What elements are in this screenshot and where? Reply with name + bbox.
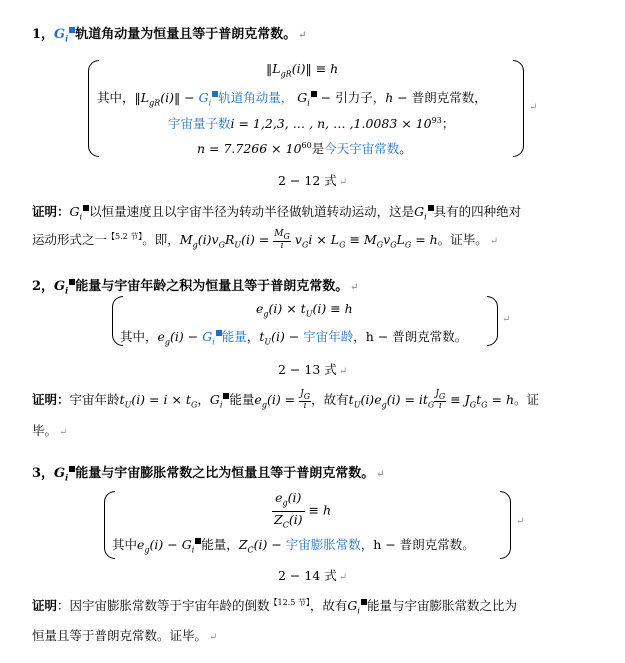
section1-heading: 1，$G_i$ 轨道角动量为恒量且等于普朗克常数。 ↵ (32, 27, 307, 44)
section2-proof-line2: 毕。 ↵ (32, 423, 68, 438)
section1-proof-line1: 证明：$G_i$ 以恒量速度且以宇宙半径为转动半径做轨道转动运动，这是$G_i$ 具有的四种绝对 (32, 204, 522, 222)
right-brace (500, 491, 511, 559)
eq-2-12-line3: 宇宙量子数i = 1,2,3, … , n, … $,1.0083 \times 10^{93}$； (168, 115, 455, 131)
section3-proof-line1: 证明：因宇宙膨胀常数等于宇宙年龄的倒数$^{【12.5 节】}$，故有$G_i$ 能量与宇宙膨胀常数之比为 (32, 597, 517, 616)
eq-2-12-line1: $‖L_{gR}(i)‖ \equiv h$ (266, 61, 339, 79)
section1-proof-line2: 运动形式之一$^{【5.2 节】}$。即，$M_g(i)v_GR_U(i)$ = $\frac{M_G}{i}$ $v_Gi \times L_G \equiv M_Gv_GL_G = h$。证毕。 ↵ (32, 229, 499, 251)
section2-proof-line1: 证明：宇宙年龄$t_U(i) = i \times t_G$，$G_i$ 能量$e_g(i)$ = $\frac{J_G}{i}$ ，故有$t_U(i)e_g(i) = it_G$ $\frac{J_G}{i}$ ≡ $J_Gt_G = h$。证 (32, 389, 540, 411)
eq-number-2-13: 2 − 13 式 ↵ (278, 362, 348, 377)
section3-proof-line2: 恒量且等于普朗克常数。证毕。 ↵ (32, 628, 218, 643)
eq-2-12-line4: $n = 7.7266 \times 10^{60}$是今天宇宙常数。 (197, 140, 412, 156)
section3-heading: 3，$G_i$ 能量与宇宙膨胀常数之比为恒量且等于普朗克常数。 ↵ (32, 466, 385, 483)
eq-2-13-line2: 其中，$e_g(i) - G_i$ 能量，$t_U(i)$ − 宇宙年龄，h − 普朗克常数。 (120, 329, 468, 347)
eq-number-2-12: 2 − 12 式 ↵ (278, 173, 348, 188)
eq-number-2-14: 2 − 14 式 ↵ (278, 568, 348, 583)
eq-2-12-line2: 其中，$‖L_{gR}(i)‖ - G_i$ 轨道角动量， $G_i$ − 引力子，h − 普朗克常数， (97, 90, 487, 108)
eq-2-14-line2: 其中$e_g(i) - G_i$ 能量，$Z_C(i)$ − 宇宙膨胀常数，h − 普朗克常数。 (112, 537, 475, 555)
right-brace (487, 296, 498, 346)
eq-2-13-line1: $e_g(i) \times t_U(i) \equiv h$ (256, 301, 353, 319)
g-i-symbol: $G_i$ (54, 27, 69, 44)
eq-2-14-line1: $\frac{e_g(i)}{Z_C(i)}$ ≡ h (274, 490, 332, 529)
section2-heading: 2，$G_i$ 能量与宇宙年龄之积为恒量且等于普朗克常数。 ↵ (32, 279, 359, 296)
left-brace (88, 60, 99, 157)
right-brace (513, 60, 524, 157)
